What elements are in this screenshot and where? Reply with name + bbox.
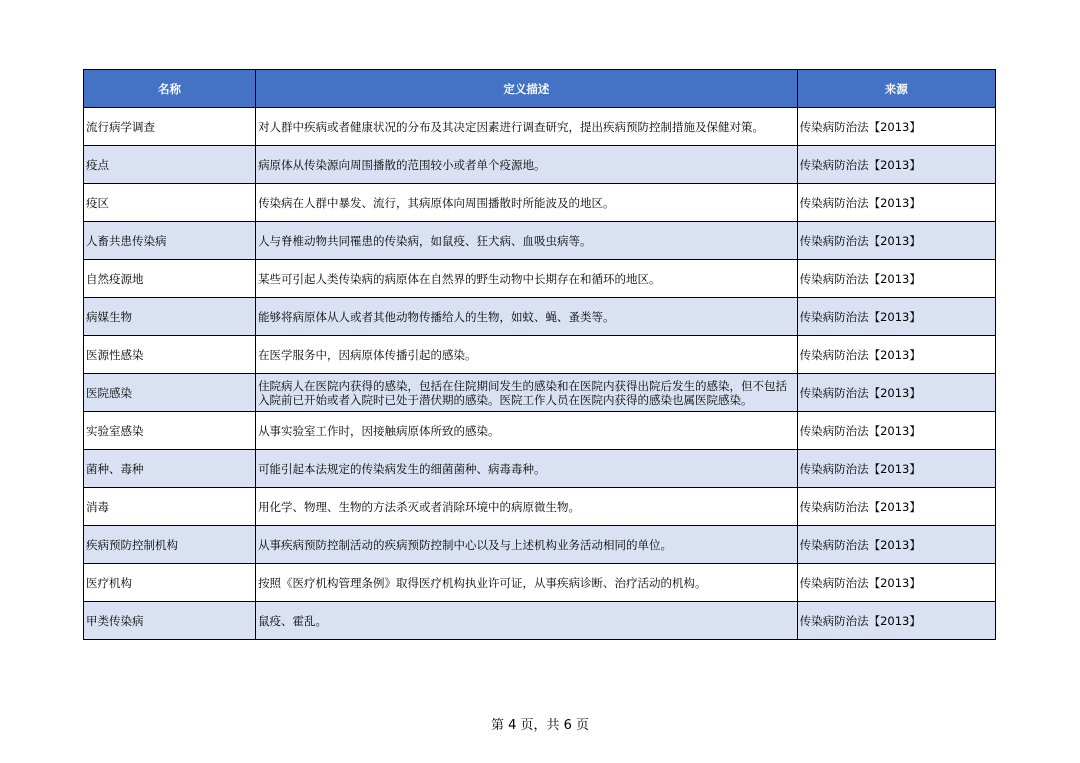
cell-definition: 人与脊椎动物共同罹患的传染病，如鼠疫、狂犬病、血吸虫病等。 xyxy=(256,222,798,260)
table-row xyxy=(84,602,996,640)
table-row xyxy=(84,222,996,260)
cell-source: 传染病防治法【2013】 xyxy=(797,222,995,260)
cell-source: 传染病防治法【2013】 xyxy=(797,298,995,336)
table-row xyxy=(84,336,996,374)
cell-name: 菌种、毒种 xyxy=(84,450,256,488)
cell-definition: 鼠疫、霍乱。 xyxy=(256,602,798,640)
cell-source: 传染病防治法【2013】 xyxy=(797,564,995,602)
cell-source: 传染病防治法【2013】 xyxy=(797,526,995,564)
cell-name: 疫点 xyxy=(84,146,256,184)
table-row xyxy=(84,450,996,488)
cell-definition: 传染病在人群中暴发、流行，其病原体向周围播散时所能波及的地区。 xyxy=(256,184,798,222)
header-name: 名称 xyxy=(84,70,256,108)
cell-definition: 可能引起本法规定的传染病发生的细菌菌种、病毒毒种。 xyxy=(256,450,798,488)
table-row xyxy=(84,412,996,450)
cell-name: 医疗机构 xyxy=(84,564,256,602)
cell-name: 甲类传染病 xyxy=(84,602,256,640)
table-row xyxy=(84,108,996,146)
cell-definition: 从事疾病预防控制活动的疾病预防控制中心以及与上述机构业务活动相同的单位。 xyxy=(256,526,798,564)
cell-definition: 从事实验室工作时，因接触病原体所致的感染。 xyxy=(256,412,798,450)
cell-name: 流行病学调查 xyxy=(84,108,256,146)
cell-source: 传染病防治法【2013】 xyxy=(797,602,995,640)
definitions-table xyxy=(83,69,996,640)
cell-name: 病媒生物 xyxy=(84,298,256,336)
cell-definition: 对人群中疾病或者健康状况的分布及其决定因素进行调查研究，提出疾病预防控制措施及保健对策。 xyxy=(256,108,798,146)
cell-name: 消毒 xyxy=(84,488,256,526)
cell-source: 传染病防治法【2013】 xyxy=(797,146,995,184)
cell-definition: 住院病人在医院内获得的感染，包括在住院期间发生的感染和在医院内获得出院后发生的感染，但不包括入院前已开始或者入院时已处于潜伏期的感染。医院工作人员在医院内获得的感染也属医院感染。 xyxy=(256,374,798,412)
page-number: 第 4 页，共 6 页 xyxy=(490,718,590,733)
cell-definition: 按照《医疗机构管理条例》取得医疗机构执业许可证，从事疾病诊断、治疗活动的机构。 xyxy=(256,564,798,602)
cell-name: 疾病预防控制机构 xyxy=(84,526,256,564)
cell-source: 传染病防治法【2013】 xyxy=(797,374,995,412)
table-row xyxy=(84,374,996,412)
table-row xyxy=(84,298,996,336)
cell-definition: 在医学服务中，因病原体传播引起的感染。 xyxy=(256,336,798,374)
header-definition: 定义描述 xyxy=(256,70,798,108)
cell-source: 传染病防治法【2013】 xyxy=(797,336,995,374)
cell-source: 传染病防治法【2013】 xyxy=(797,260,995,298)
table-row xyxy=(84,184,996,222)
header-source: 来源 xyxy=(797,70,995,108)
cell-definition: 用化学、物理、生物的方法杀灭或者消除环境中的病原微生物。 xyxy=(256,488,798,526)
cell-definition: 能够将病原体从人或者其他动物传播给人的生物，如蚊、蝇、蚤类等。 xyxy=(256,298,798,336)
table-row xyxy=(84,526,996,564)
table-header-row xyxy=(84,70,996,108)
table-row xyxy=(84,488,996,526)
cell-name: 人畜共患传染病 xyxy=(84,222,256,260)
cell-definition: 病原体从传染源向周围播散的范围较小或者单个疫源地。 xyxy=(256,146,798,184)
table-row xyxy=(84,564,996,602)
cell-source: 传染病防治法【2013】 xyxy=(797,450,995,488)
table-row xyxy=(84,146,996,184)
cell-source: 传染病防治法【2013】 xyxy=(797,488,995,526)
cell-source: 传染病防治法【2013】 xyxy=(797,108,995,146)
table-body xyxy=(84,108,996,640)
cell-source: 传染病防治法【2013】 xyxy=(797,412,995,450)
cell-name: 医院感染 xyxy=(84,374,256,412)
table-row xyxy=(84,260,996,298)
cell-definition: 某些可引起人类传染病的病原体在自然界的野生动物中长期存在和循环的地区。 xyxy=(256,260,798,298)
cell-name: 实验室感染 xyxy=(84,412,256,450)
cell-name: 自然疫源地 xyxy=(84,260,256,298)
cell-name: 医源性感染 xyxy=(84,336,256,374)
cell-source: 传染病防治法【2013】 xyxy=(797,184,995,222)
cell-name: 疫区 xyxy=(84,184,256,222)
